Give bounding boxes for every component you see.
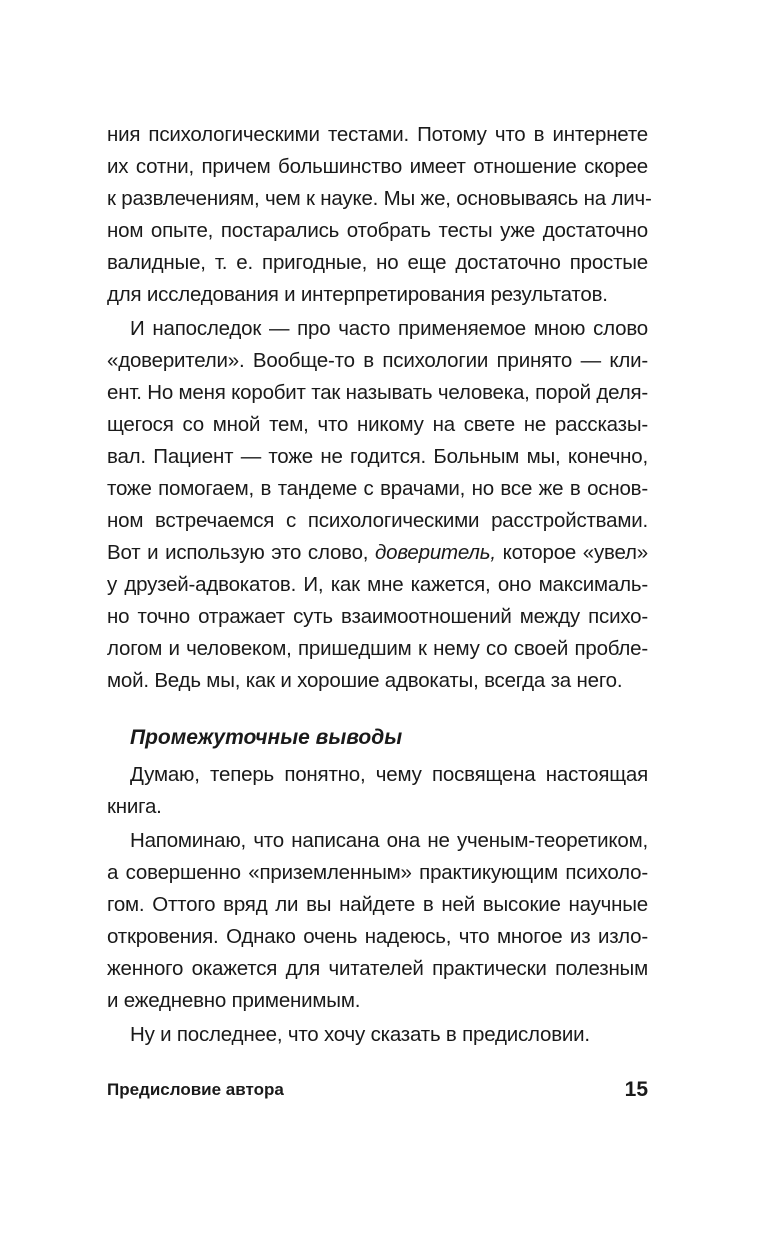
text-line: мой. Ведь мы, как и хорошие адвокаты, всегда за него.	[107, 669, 623, 692]
text-line: откровения. Однако очень надеюсь, что многое из изло-	[107, 925, 648, 948]
text-line: логом и человеком, пришедшим к нему со своей пробле-	[107, 637, 648, 660]
text-line: ном встречаемся с психологическими расстройствами.	[107, 509, 648, 532]
text-line: у друзей-адвокатов. И, как мне кажется, оно максималь-	[107, 573, 648, 596]
text-line: «доверители». Вообще-то в психологии принято — кли-	[107, 349, 648, 372]
text-line: Думаю, теперь понятно, чему посвящена настоящая	[130, 763, 648, 786]
text-line: ния психологическими тестами. Потому что в интернете	[107, 123, 648, 146]
section-heading: Промежуточные выводы	[130, 726, 403, 749]
text-line: Ну и последнее, что хочу сказать в предисловии.	[130, 1023, 590, 1046]
text-line: Напоминаю, что написана она не ученым-теоретиком,	[130, 829, 648, 852]
emphasized-term: доверитель,	[375, 541, 496, 564]
running-footer-title: Предисловие автора	[107, 1080, 284, 1099]
text-line: книга.	[107, 795, 162, 818]
text-line: гом. Оттого вряд ли вы найдете в ней высокие научные	[107, 893, 648, 916]
text-line: а совершенно «приземленным» практикующим психоло-	[107, 861, 648, 884]
text-line: вал. Пациент — тоже не годится. Больным мы, конечно,	[107, 445, 648, 468]
text-line: щегося со мной тем, что никому на свете не рассказы-	[107, 413, 648, 436]
text-line: ент. Но меня коробит так называть человека, порой деля-	[107, 381, 648, 404]
text-line-with-emphasis	[107, 537, 648, 569]
text-line: ном опыте, постарались отобрать тесты уже достаточно	[107, 219, 648, 242]
text-line: для исследования и интерпретирования результатов.	[107, 283, 608, 306]
text-line: И напоследок — про часто применяемое мною слово	[130, 317, 648, 340]
text-segment: Вот и использую это слово,	[107, 541, 376, 564]
text-line: к развлечениям, чем к науке. Мы же, основываясь на лич-	[107, 187, 652, 210]
text-line: женного окажется для читателей практически полезным	[107, 957, 648, 980]
text-line: и ежедневно применимым.	[107, 989, 361, 1012]
text-line: их сотни, причем большинство имеет отношение скорее	[107, 155, 648, 178]
text-line: тоже помогаем, в тандеме с врачами, но все же в основ-	[107, 477, 648, 500]
page-number: 15	[624, 1078, 648, 1101]
text-line: но точно отражает суть взаимоотношений между психо-	[107, 605, 648, 628]
text-line: валидные, т. е. пригодные, но еще достаточно простые	[107, 251, 648, 274]
text-segment: которое «увел»	[495, 541, 649, 564]
